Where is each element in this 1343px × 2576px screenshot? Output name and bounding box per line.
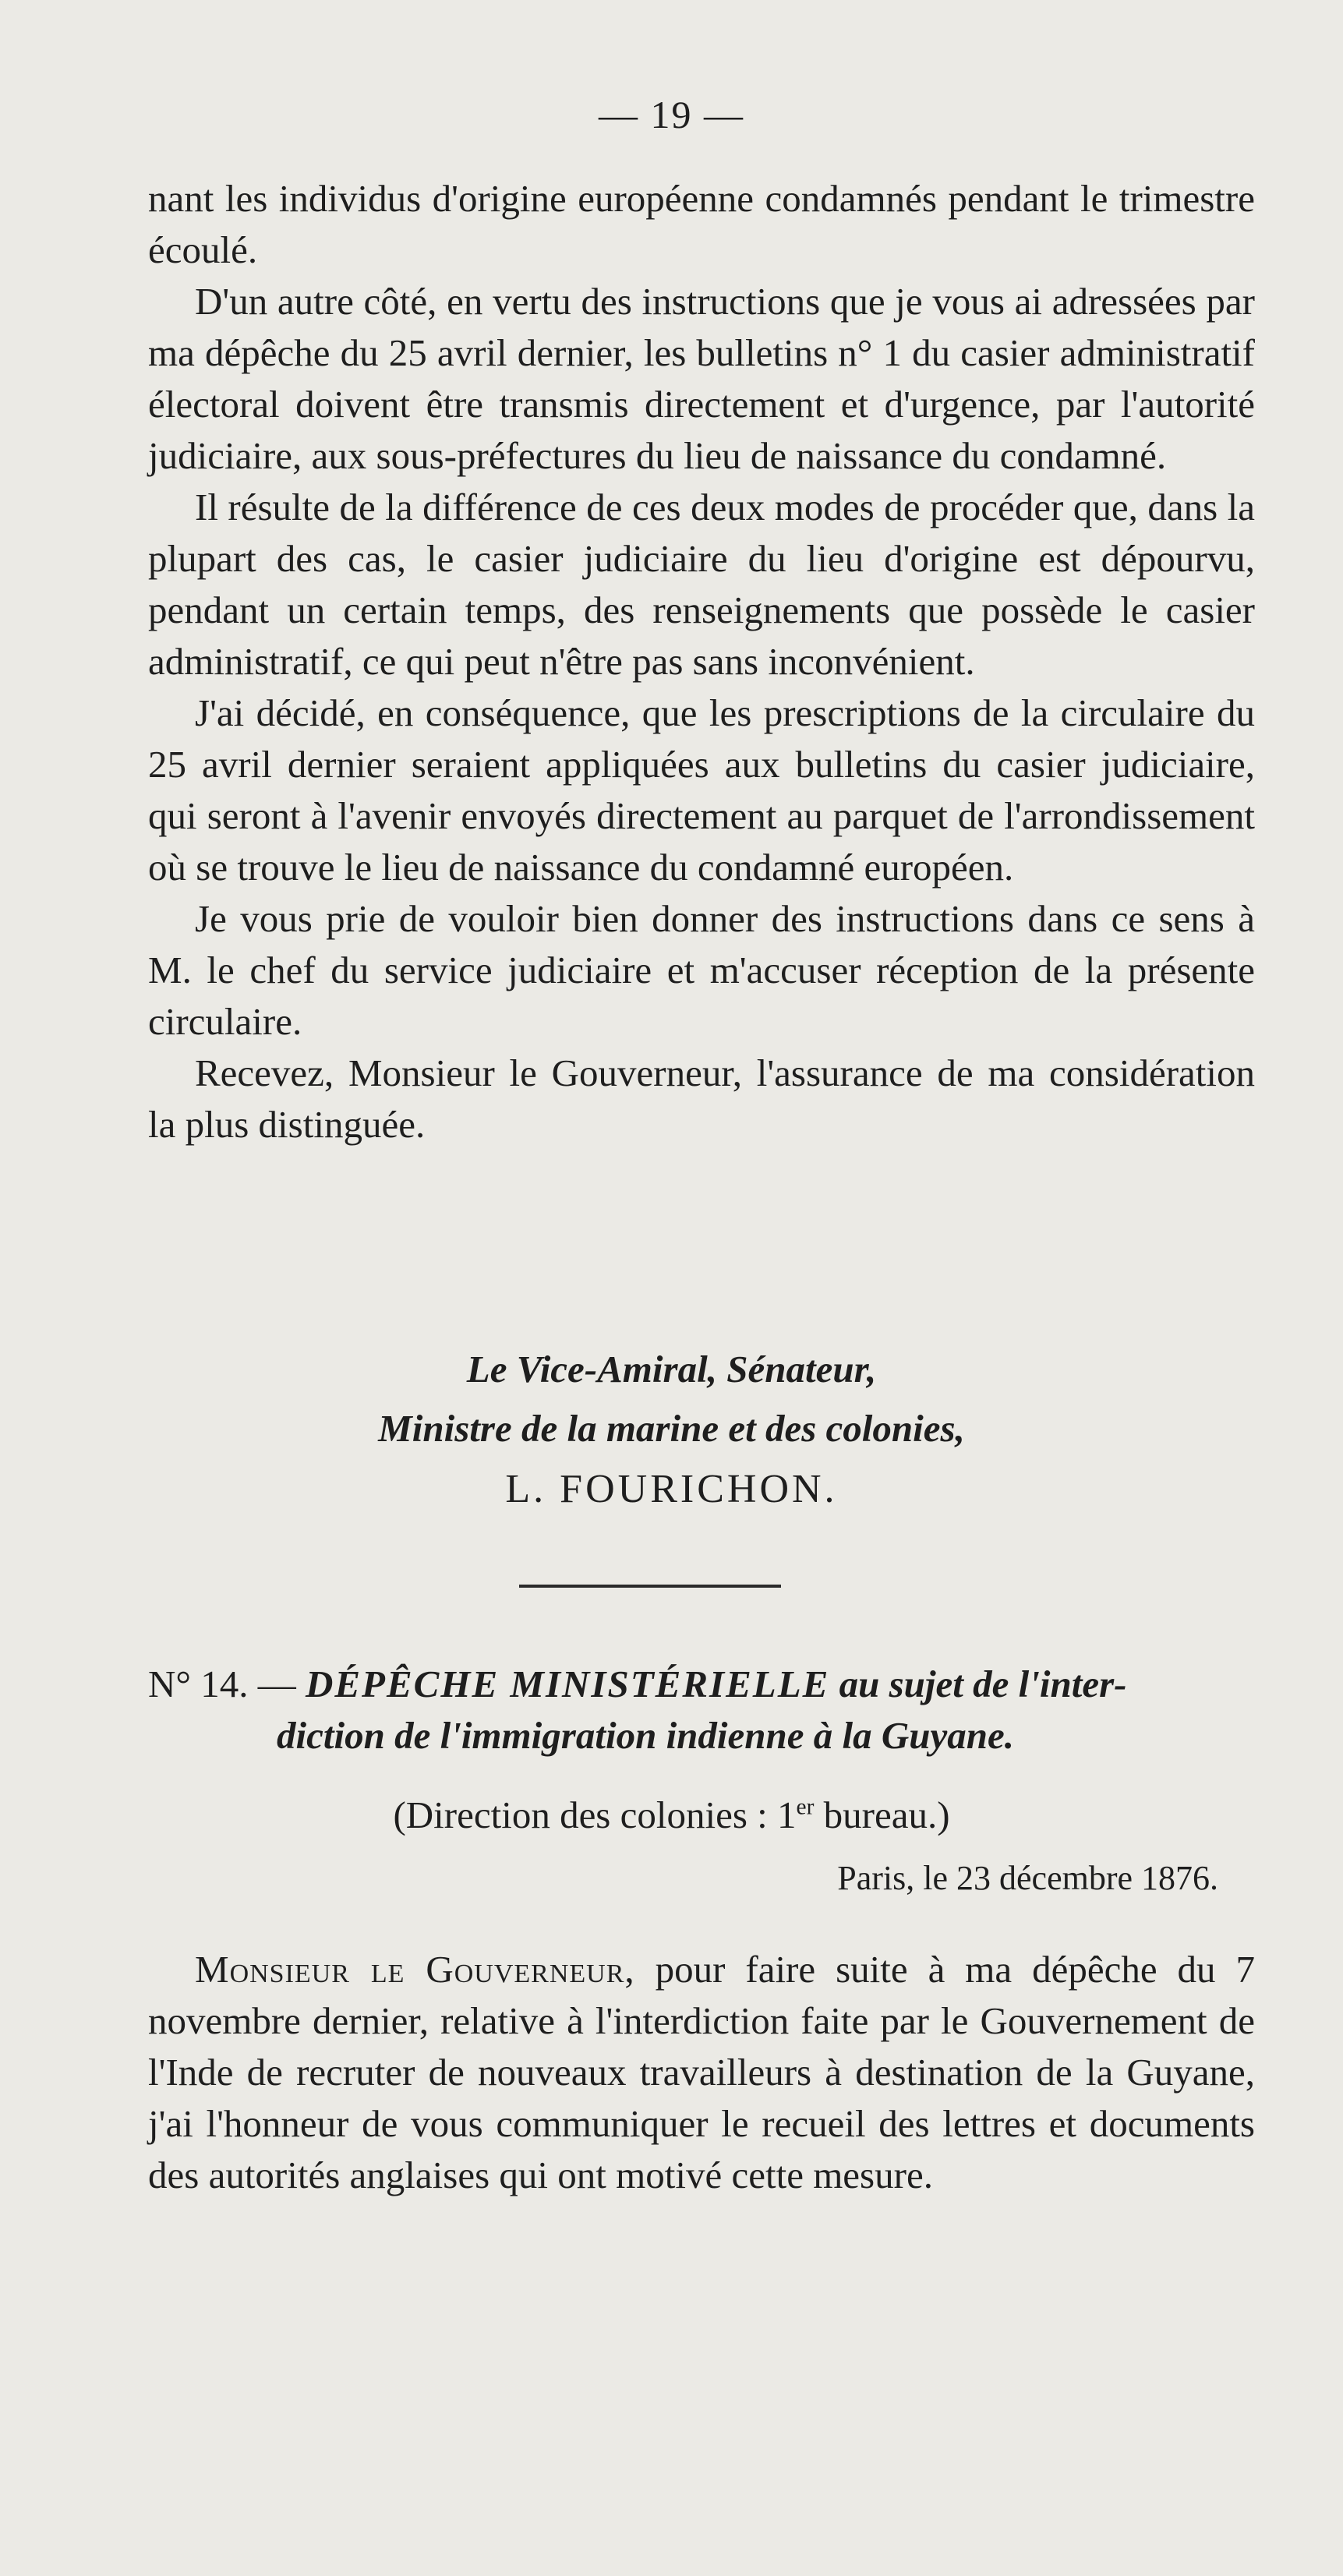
dateline: Paris, le 23 décembre 1876. <box>837 1859 1218 1897</box>
heading-subject: au sujet de l'inter- <box>839 1663 1127 1705</box>
paragraph: J'ai décidé, en conséquence, que les prescriptions de la circulaire du 25 avril dernier seraient appliquées aux bulletins du casier judiciaire, qui seront à l'avenir envoyés directement au parquet de l'arrondissement où se trouve le lieu de naissance du condamné européen. <box>148 691 1255 889</box>
paragraph: Il résulte de la différence de ces deux modes de procéder que, dans la plupart des cas, le casier judiciaire du lieu d'origine est dépourvu, pendant un certain temps, des renseignements que possède le casier administratif, ce qui peut n'être pas sans inconvénient. <box>148 486 1255 683</box>
heading-number: N° 14. — <box>148 1663 296 1705</box>
heading-subject-continued: diction de l'immigration indienne à la Guyane. <box>277 1714 1015 1757</box>
letter-paragraph <box>148 1944 1255 2201</box>
direction-line <box>0 1793 1343 1837</box>
circular-text <box>148 173 1255 1150</box>
signature-title-1: Le Vice-Amiral, Sénateur, <box>466 1348 877 1390</box>
closing-paragraph: Recevez, Monsieur le Gouverneur, l'assurance de ma considération la plus distinguée. <box>148 1051 1255 1146</box>
salutation: Monsieur le Gouverneur, <box>195 1948 635 1991</box>
letter-body: pour faire suite à ma dépêche du 7 novembre dernier, relative à l'interdiction faite par le Gouvernement de l'Inde de recruter de nouveaux travailleurs à destination de la Guyane, j'ai l'honneur de vous communiquer le recueil des lettres et documents des autorités anglaises qui ont motivé cette mesure. <box>148 1948 1255 2196</box>
letter-text <box>148 1944 1255 2201</box>
section-divider <box>519 1585 781 1588</box>
signature-name: L. FOURICHON. <box>505 1467 838 1511</box>
direction-superscript: er <box>796 1794 815 1820</box>
signature-title-2: Ministre de la marine et des colonies, <box>378 1407 965 1450</box>
intro-paragraph: nant les individus d'origine européenne condamnés pendant le trimestre écoulé. <box>148 177 1255 271</box>
heading-title: DÉPÊCHE MINISTÉRIELLE <box>305 1663 830 1705</box>
paragraph: Je vous prie de vouloir bien donner des instructions dans ce sens à M. le chef du service judiciaire et m'accuser réception de la présente circulaire. <box>148 897 1255 1043</box>
direction-text-end: bureau.) <box>814 1793 950 1836</box>
page-number: — 19 — <box>599 93 744 136</box>
paragraph: D'un autre côté, en vertu des instructions que je vous ai adressées par ma dépêche du 25 avril dernier, les bulletins n° 1 du casier administratif électoral doivent être transmis directement et d'urgence, par l'autorité judiciaire, aux sous-préfectures du lieu de naissance du condamné. <box>148 280 1255 477</box>
section-heading <box>148 1659 1263 1762</box>
direction-text: (Direction des colonies : 1 <box>393 1793 797 1836</box>
